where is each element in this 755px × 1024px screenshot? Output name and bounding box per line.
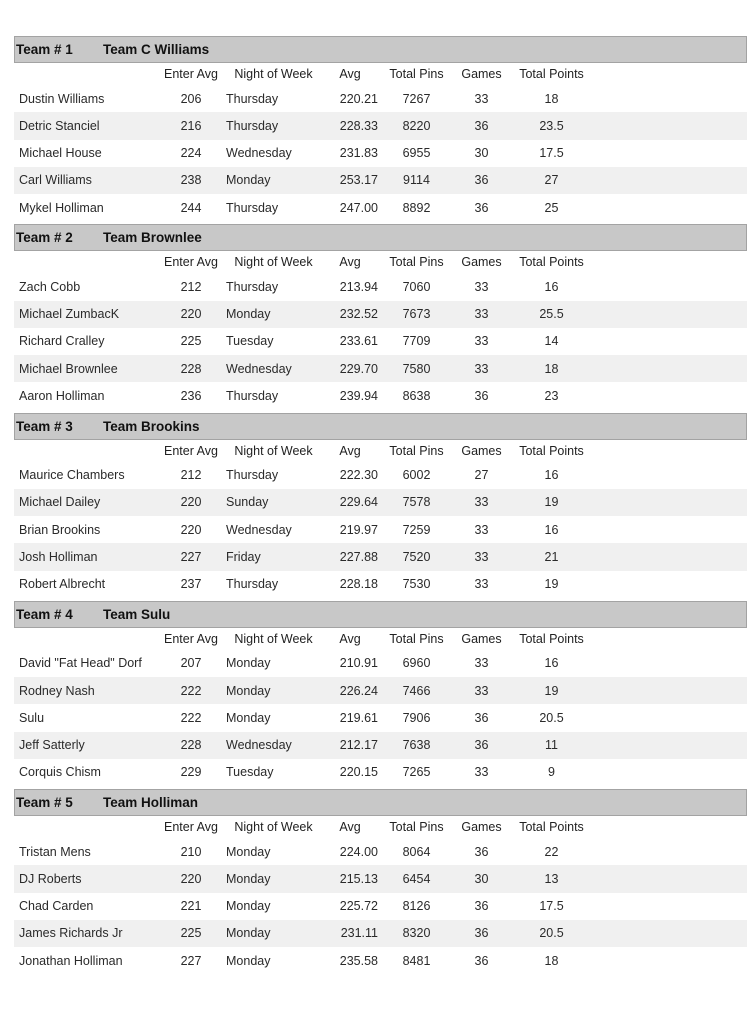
table-row	[14, 167, 747, 194]
games-cell: 30	[474, 871, 489, 886]
avg-cell: 225.72	[339, 899, 378, 914]
night-of-week-cell: Thursday	[226, 91, 279, 106]
games-cell: 27	[474, 468, 489, 483]
night-of-week-cell: Sunday	[226, 495, 269, 510]
player-name: Josh Holliman	[19, 549, 98, 564]
player-name: Michael Dailey	[19, 495, 101, 510]
total-points-cell: 16	[544, 279, 559, 294]
games-cell: 36	[474, 844, 489, 859]
games-cell: 36	[474, 173, 489, 188]
night-of-week-cell: Wednesday	[226, 146, 292, 161]
player-name: Chad Carden	[19, 899, 94, 914]
total-pins-cell: 6960	[402, 656, 431, 671]
games-cell: 33	[474, 549, 489, 564]
total-pins-cell: 7265	[402, 765, 431, 780]
avg-cell: 231.83	[339, 146, 378, 161]
total-points-cell: 16	[544, 468, 559, 483]
column-header-row	[14, 440, 747, 462]
night-of-week-cell: Monday	[226, 871, 271, 886]
night-of-week-cell: Wednesday	[226, 522, 292, 537]
avg-cell: 219.61	[339, 710, 378, 725]
total-pins-cell: 6955	[402, 146, 431, 161]
night-of-week-cell: Thursday	[226, 388, 279, 403]
enter-avg-cell: 221	[180, 899, 202, 914]
games-cell: 36	[474, 899, 489, 914]
team-number: Team # 3	[16, 418, 73, 434]
night-of-week-cell: Monday	[226, 953, 271, 968]
total-pins-cell: 8220	[402, 118, 431, 133]
table-row	[14, 516, 747, 543]
night-of-week-cell: Friday	[226, 549, 261, 564]
table-row	[14, 865, 747, 892]
enter-avg-cell: 212	[180, 279, 202, 294]
enter-avg-cell: 210	[180, 844, 202, 859]
team-number: Team # 1	[16, 42, 73, 57]
total-points-cell: 18	[544, 953, 559, 968]
table-row	[14, 838, 747, 865]
column-header-games: Games	[461, 255, 502, 270]
games-cell: 33	[474, 495, 489, 510]
column-header-avg: Avg	[339, 443, 361, 458]
total-pins-cell: 7530	[402, 577, 431, 592]
enter-avg-cell: 244	[180, 200, 202, 215]
player-name: Dustin Williams	[19, 91, 105, 106]
team-number: Team # 4	[16, 606, 73, 622]
player-name: DJ Roberts	[19, 871, 82, 886]
enter-avg-cell: 225	[180, 926, 202, 941]
night-of-week-cell: Wednesday	[226, 738, 292, 753]
avg-cell: 235.58	[339, 953, 378, 968]
player-name: David "Fat Head" Dorf	[19, 656, 142, 671]
table-row	[14, 732, 747, 759]
avg-cell: 215.13	[339, 871, 378, 886]
player-name: Michael Brownlee	[19, 361, 118, 376]
team-name: Team Brownlee	[103, 230, 202, 246]
enter-avg-cell: 222	[180, 710, 202, 725]
team-name: Team Brookins	[103, 418, 200, 434]
column-header-total-pins: Total Pins	[389, 67, 444, 81]
team-block	[14, 224, 747, 412]
total-points-cell: 23	[544, 388, 559, 403]
player-name: Robert Albrecht	[19, 577, 106, 592]
night-of-week-cell: Thursday	[226, 279, 279, 294]
night-of-week-cell: Monday	[226, 899, 271, 914]
player-name: Sulu	[19, 710, 45, 725]
games-cell: 36	[474, 926, 489, 941]
enter-avg-cell: 224	[180, 146, 202, 161]
column-header-night-of-week: Night of Week	[234, 67, 313, 81]
player-name: Carl Williams	[19, 173, 92, 188]
table-row	[14, 704, 747, 731]
column-header-avg: Avg	[339, 255, 361, 270]
total-points-cell: 25.5	[539, 307, 564, 322]
avg-cell: 253.17	[339, 173, 378, 188]
night-of-week-cell: Thursday	[226, 200, 279, 215]
table-row	[14, 489, 747, 516]
table-row	[14, 85, 747, 112]
total-points-cell: 18	[544, 91, 559, 106]
night-of-week-cell: Wednesday	[226, 361, 292, 376]
player-name: Rodney Nash	[19, 683, 95, 698]
total-pins-cell: 7673	[402, 307, 431, 322]
night-of-week-cell: Tuesday	[226, 765, 274, 780]
team-name: Team C Williams	[103, 42, 210, 57]
total-points-cell: 19	[544, 577, 559, 592]
avg-cell: 222.30	[339, 468, 378, 483]
games-cell: 33	[474, 577, 489, 592]
enter-avg-cell: 238	[180, 173, 202, 188]
table-row	[14, 543, 747, 570]
enter-avg-cell: 227	[180, 953, 202, 968]
total-pins-cell: 8481	[402, 953, 431, 968]
avg-cell: 229.64	[339, 495, 378, 510]
column-header-night-of-week: Night of Week	[234, 443, 313, 458]
column-header-total-pins: Total Pins	[389, 443, 444, 458]
player-name: James Richards Jr	[19, 926, 123, 941]
games-cell: 36	[474, 200, 489, 215]
avg-cell: 231.11	[340, 926, 378, 941]
total-pins-cell: 7709	[402, 334, 431, 349]
team-header	[14, 36, 747, 63]
avg-cell: 213.94	[339, 279, 378, 294]
games-cell: 33	[474, 656, 489, 671]
enter-avg-cell: 220	[180, 307, 202, 322]
total-pins-cell: 7638	[402, 738, 431, 753]
column-header-row	[14, 816, 747, 838]
total-pins-cell: 8638	[402, 388, 431, 403]
night-of-week-cell: Thursday	[226, 577, 279, 592]
column-header-total-points: Total Points	[519, 255, 584, 270]
avg-cell: 220.21	[339, 91, 378, 106]
column-header-row	[14, 251, 747, 273]
games-cell: 36	[474, 953, 489, 968]
column-header-games: Games	[461, 67, 502, 81]
table-row	[14, 301, 747, 328]
table-row	[14, 759, 747, 786]
table-row	[14, 947, 747, 974]
night-of-week-cell: Monday	[226, 710, 271, 725]
team-header	[14, 413, 747, 440]
team-block	[14, 601, 747, 789]
column-header-night-of-week: Night of Week	[234, 631, 313, 646]
enter-avg-cell: 220	[180, 495, 202, 510]
games-cell: 33	[474, 279, 489, 294]
column-header-avg: Avg	[339, 820, 361, 834]
avg-cell: 239.94	[339, 388, 378, 403]
enter-avg-cell: 216	[180, 118, 202, 133]
player-name: Richard Cralley	[19, 334, 105, 349]
enter-avg-cell: 220	[180, 871, 202, 886]
player-name: Jonathan Holliman	[19, 953, 123, 968]
avg-cell: 219.97	[339, 522, 378, 537]
total-pins-cell: 8064	[402, 844, 431, 859]
total-pins-cell: 8320	[402, 926, 431, 941]
avg-cell: 228.33	[339, 118, 378, 133]
night-of-week-cell: Tuesday	[226, 334, 274, 349]
avg-cell: 232.52	[339, 307, 378, 322]
avg-cell: 247.00	[339, 200, 378, 215]
table-row	[14, 571, 747, 598]
games-cell: 33	[474, 361, 489, 376]
total-points-cell: 18	[544, 361, 559, 376]
column-header-games: Games	[461, 443, 502, 458]
games-cell: 36	[474, 738, 489, 753]
games-cell: 33	[474, 334, 489, 349]
table-row	[14, 382, 747, 409]
total-points-cell: 20.5	[539, 926, 564, 941]
total-pins-cell: 7267	[402, 91, 431, 106]
games-cell: 33	[474, 522, 489, 537]
total-points-cell: 21	[544, 549, 559, 564]
total-pins-cell: 9114	[403, 173, 430, 188]
games-cell: 33	[474, 683, 489, 698]
night-of-week-cell: Monday	[226, 173, 271, 188]
avg-cell: 226.24	[339, 683, 378, 698]
total-points-cell: 17.5	[539, 899, 564, 914]
total-pins-cell: 7520	[402, 549, 431, 564]
total-points-cell: 9	[548, 765, 555, 780]
avg-cell: 210.91	[339, 656, 378, 671]
games-cell: 36	[474, 118, 489, 133]
night-of-week-cell: Monday	[226, 926, 271, 941]
total-points-cell: 19	[544, 495, 559, 510]
column-header-total-pins: Total Pins	[389, 631, 444, 646]
total-points-cell: 22	[544, 844, 559, 859]
column-header-enter-avg: Enter Avg	[164, 820, 218, 834]
games-cell: 33	[474, 91, 489, 106]
team-number: Team # 5	[16, 795, 73, 810]
table-row	[14, 273, 747, 300]
total-pins-cell: 7580	[402, 361, 431, 376]
games-cell: 36	[474, 388, 489, 403]
player-name: Michael House	[19, 146, 102, 161]
total-pins-cell: 6454	[402, 871, 431, 886]
column-header-total-pins: Total Pins	[389, 255, 444, 270]
enter-avg-cell: 212	[180, 468, 202, 483]
enter-avg-cell: 207	[180, 656, 202, 671]
avg-cell: 224.00	[339, 844, 378, 859]
total-points-cell: 17.5	[539, 146, 564, 161]
column-header-enter-avg: Enter Avg	[164, 631, 218, 646]
column-header-total-points: Total Points	[519, 820, 584, 834]
enter-avg-cell: 228	[180, 361, 202, 376]
column-header-games: Games	[461, 631, 502, 646]
table-row	[14, 677, 747, 704]
enter-avg-cell: 236	[180, 388, 202, 403]
team-block	[14, 789, 747, 977]
column-header-night-of-week: Night of Week	[234, 255, 313, 270]
games-cell: 30	[474, 146, 489, 161]
table-row	[14, 893, 747, 920]
night-of-week-cell: Monday	[226, 683, 271, 698]
player-name: Michael ZumbacK	[19, 307, 120, 322]
table-row	[14, 920, 747, 947]
column-header-games: Games	[461, 820, 502, 834]
total-points-cell: 20.5	[539, 710, 564, 725]
column-header-row	[14, 63, 747, 85]
total-points-cell: 25	[544, 200, 559, 215]
column-header-total-points: Total Points	[519, 67, 584, 81]
avg-cell: 212.17	[339, 738, 378, 753]
column-header-enter-avg: Enter Avg	[164, 443, 218, 458]
total-pins-cell: 7578	[402, 495, 431, 510]
team-number: Team # 2	[16, 230, 73, 246]
column-header-row	[14, 628, 747, 650]
total-points-cell: 16	[544, 522, 559, 537]
total-points-cell: 19	[544, 683, 559, 698]
table-row	[14, 140, 747, 167]
column-header-avg: Avg	[339, 631, 361, 646]
total-pins-cell: 6002	[402, 468, 431, 483]
enter-avg-cell: 225	[180, 334, 202, 349]
column-header-enter-avg: Enter Avg	[164, 67, 218, 81]
games-cell: 36	[474, 710, 489, 725]
player-name: Zach Cobb	[19, 279, 81, 294]
night-of-week-cell: Thursday	[226, 468, 279, 483]
team-block	[14, 413, 747, 601]
column-header-total-points: Total Points	[519, 631, 584, 646]
total-points-cell: 13	[544, 871, 559, 886]
total-points-cell: 16	[544, 656, 559, 671]
enter-avg-cell: 206	[180, 91, 202, 106]
player-name: Jeff Satterly	[19, 738, 85, 753]
enter-avg-cell: 237	[180, 577, 202, 592]
player-name: Detric Stanciel	[19, 118, 100, 133]
column-header-night-of-week: Night of Week	[234, 820, 313, 834]
total-points-cell: 23.5	[539, 118, 564, 133]
team-name: Team Sulu	[103, 606, 171, 622]
enter-avg-cell: 220	[180, 522, 202, 537]
column-header-total-pins: Total Pins	[389, 820, 444, 834]
table-row	[14, 328, 747, 355]
player-name: Corquis Chism	[19, 765, 101, 780]
player-name: Tristan Mens	[19, 844, 91, 859]
enter-avg-cell: 227	[180, 549, 202, 564]
games-cell: 33	[474, 307, 489, 322]
avg-cell: 220.15	[339, 765, 378, 780]
total-pins-cell: 7906	[402, 710, 431, 725]
avg-cell: 227.88	[339, 549, 378, 564]
night-of-week-cell: Monday	[226, 844, 271, 859]
avg-cell: 229.70	[339, 361, 378, 376]
player-name: Maurice Chambers	[19, 468, 125, 483]
column-header-total-points: Total Points	[519, 443, 584, 458]
team-name: Team Holliman	[103, 795, 199, 810]
avg-cell: 228.18	[339, 577, 378, 592]
team-standings-sheet	[14, 36, 747, 977]
table-row	[14, 355, 747, 382]
total-pins-cell: 7466	[402, 683, 431, 698]
team-header	[14, 601, 747, 628]
enter-avg-cell: 228	[180, 738, 202, 753]
team-block	[14, 36, 747, 224]
player-name: Brian Brookins	[19, 522, 101, 537]
games-cell: 33	[474, 765, 489, 780]
player-name: Aaron Holliman	[19, 388, 105, 403]
player-name: Mykel Holliman	[19, 200, 104, 215]
table-row	[14, 462, 747, 489]
column-header-avg: Avg	[339, 67, 361, 81]
team-header	[14, 789, 747, 816]
total-points-cell: 14	[544, 334, 559, 349]
night-of-week-cell: Thursday	[226, 118, 279, 133]
enter-avg-cell: 229	[180, 765, 202, 780]
total-pins-cell: 8126	[402, 899, 431, 914]
avg-cell: 233.61	[339, 334, 378, 349]
total-points-cell: 27	[544, 173, 559, 188]
enter-avg-cell: 222	[180, 683, 202, 698]
team-header	[14, 224, 747, 251]
night-of-week-cell: Monday	[226, 307, 271, 322]
night-of-week-cell: Monday	[226, 656, 271, 671]
table-row	[14, 112, 747, 139]
total-pins-cell: 7259	[402, 522, 431, 537]
total-pins-cell: 8892	[402, 200, 431, 215]
total-points-cell: 11	[545, 738, 558, 753]
column-header-enter-avg: Enter Avg	[164, 255, 218, 270]
total-pins-cell: 7060	[402, 279, 431, 294]
table-row	[14, 650, 747, 677]
table-row	[14, 194, 747, 221]
